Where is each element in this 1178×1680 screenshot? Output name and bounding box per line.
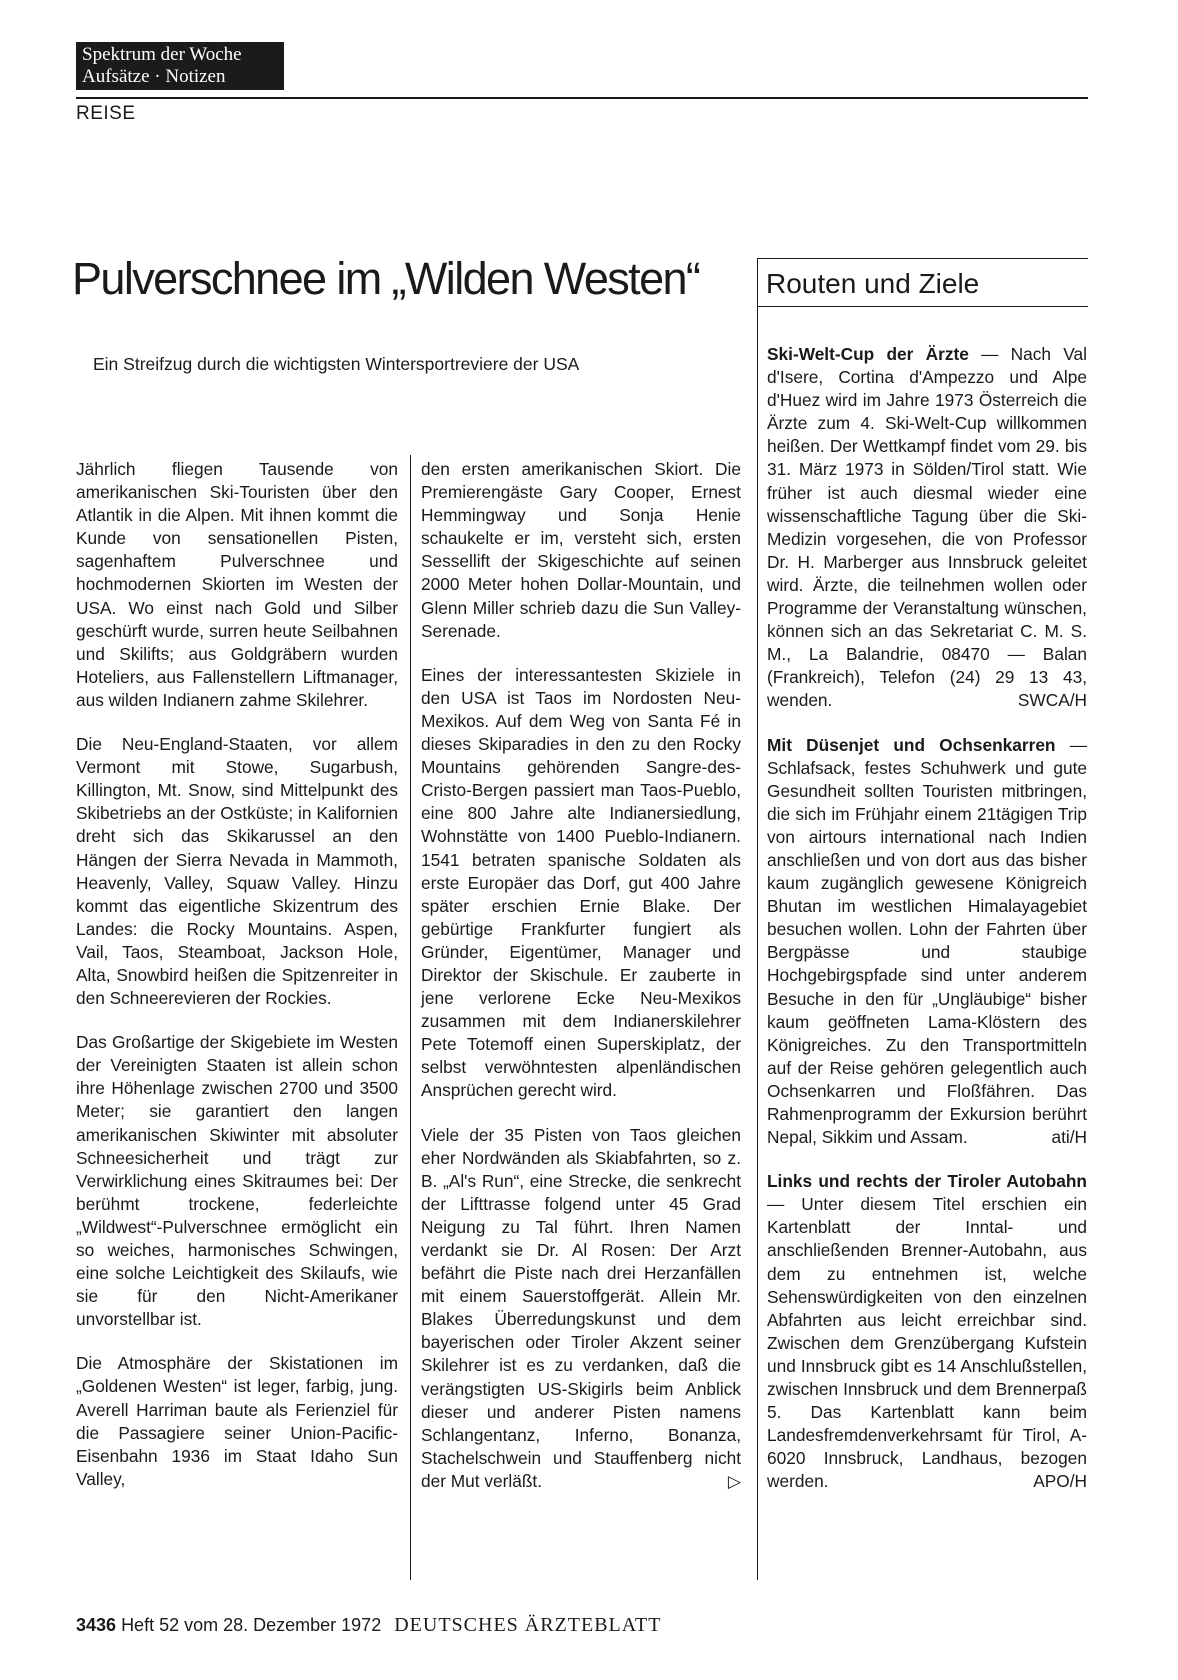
sidebar-item-text: — Schlafsack, festes Schuhwerk und gute Gesundheit sollten Touristen mitbringen, die sich im Frühjahr einem 21tägigen Trip von airtours international nach Indien anschließen und von dort aus das bisher kaum zugänglich gewesene Königreich Bhutan im westlichen Himalayagebiet besuchen wollen. Lohn der Fahrten über Bergpässe und staubige Hochgebirgspfade sind unter anderem Besuche in den für „Ungläubige“ bisher kaum geöffneten Lama-Klöstern des Königreiches. Zu den Transportmitteln auf der Reise gehören gelegentlich auch Ochsenkarren und Floßfähren. Das Rahmenprogramm der Exkursion berührt Nepal, Sikkim und Assam. bbox=[767, 734, 1088, 1148]
section-label: REISE bbox=[76, 103, 136, 124]
top-rule bbox=[76, 97, 1088, 99]
paragraph bbox=[421, 1124, 741, 1494]
paragraph: Die Atmosphäre der Skistationen im „Goldenen Westen“ ist leger, farbig, jung. Averell Harriman baute als Ferienziel für die Passagiere seiner Union-Pacific-Eisenbahn 1936 im Staat Idaho Sun Valley, bbox=[76, 1353, 398, 1489]
sidebar-rule-bottom bbox=[758, 306, 1088, 307]
sidebar-item-title: Ski-Welt-Cup der Ärzte bbox=[767, 344, 969, 364]
sidebar-item-title: Links und rechts der Tiroler Autobahn bbox=[767, 1171, 1087, 1192]
sidebar-item bbox=[767, 734, 1087, 1150]
sidebar-item-text: — Nach Val d'Isere, Cortina d'Ampezzo und Alpe d'Huez wird im Jahre 1973 Österreich die Ärzte zum 4. Ski-Welt-Cup willkommen heißen. Der Wettkampf findet vom 29. bis 31. März 1973 in Sölden/Tirol statt. Wie früher ist auch diesmal wieder eine wissenschaftliche Tagung über die Ski-Medizin vorgesehen, die von Professor Dr. H. Marberger aus Innsbruck geleitet wird. Ärzte, die teilnehmen wollen oder Programme der Veranstaltung wünschen, können sich an das Sekretariat C. M. S. M., La Balandrie, 08470 — Balan (Frankreich), Telefon (24) 29 13 43, wenden. bbox=[767, 344, 1087, 711]
paragraph: Das Großartige der Skigebiete im Westen der Vereinigten Staaten ist allein schon ihre Höhenlage zwischen 2700 und 3500 Meter; sie garantiert den langen amerikanischen Skiwinter mit absoluter Schneesicherheit und trägt zur Verwirklichung eines Skitraumes bei: Der berühmt trockene, federleichte „Wildwest“-Pulverschnee ermöglicht ein so weiches, harmonisches Schwingen, eine solche Leichtigkeit des Skilaufs, wie sie für den Nicht-Amerikaner unvorstellbar ist. bbox=[76, 1032, 398, 1330]
sidebar-item bbox=[767, 1170, 1087, 1493]
sidebar-item-title: Mit Düsenjet und Ochsenkarren bbox=[767, 734, 1056, 755]
paragraph: Eines der interessantesten Skiziele in den USA ist Taos im Nordosten Neu-Mexikos. Auf dem Weg von Santa Fé in dieses Skiparadies in den zu den Rocky Mountains gehörenden Sangre-des-Cristo-Bergen passiert man Taos-Pueblo, eine 800 Jahre alte Indianersiedlung, Wohnstätte von 1400 Pueblo-Indianern. 1541 betraten spanische Soldaten als erste Europäer das Dorf, gut 400 Jahre später erschien Ernie Blake. Der gebürtige Frankfurter fungiert als Gründer, Eigentümer, Manager und Direktor der Skischule. Er zauberte in jene verlorene Ecke Neu-Mexikos zusammen mit dem Indianerskilehrer Pete Totemoff einen Superskiplatz, der selbst verwöhntesten alpenländischen Ansprüchen gerecht wird. bbox=[421, 664, 741, 1101]
paragraph: Jährlich fliegen Tausende von amerikanischen Ski-Touristen über den Atlantik in die Alpen. Mit ihnen kommt die Kunde von sensationellen Pisten, sagenhaftem Pulverschnee und hochmodernen Skiorten im Westen der USA. Wo einst nach Gold und Silber geschürft wurde, surren heute Seilbahnen und Skilifts; aus Goldgräbern wurden Hoteliers, aus Fallenstellern Liftmanager, aus wilden Indianern zahme Skilehrer. bbox=[76, 459, 398, 710]
issue-info: Heft 52 vom 28. Dezember 1972 bbox=[121, 1615, 382, 1635]
article-column-1 bbox=[76, 458, 398, 1512]
page-footer bbox=[76, 1614, 661, 1637]
sidebar-item-signature: SWCA/H bbox=[1017, 690, 1087, 711]
article-subtitle: Ein Streifzug durch die wichtigsten Wintersportreviere der USA bbox=[93, 354, 580, 374]
sidebar-item-signature: ati/H bbox=[1051, 1127, 1087, 1148]
column-divider bbox=[757, 258, 758, 1580]
continue-arrow-icon: ▷ bbox=[727, 1471, 741, 1491]
masthead-line-1: Spektrum der Woche bbox=[82, 44, 242, 65]
sidebar-item bbox=[767, 343, 1087, 713]
article-column-2 bbox=[421, 458, 741, 1514]
paragraph: Die Neu-England-Staaten, vor allem Vermont mit Stowe, Sugarbush, Killington, Mt. Snow, sind Mittelpunkt des Skibetriebs an der Ostküste; in Kalifornien dreht sich das Skikarussel an den Hängen der Sierra Nevada in Mammoth, Heavenly, Valley, Squaw Valley. Hinzu kommt das eigentliche Skizentrum des Landes: die Rocky Mountains. Aspen, Vail, Taos, Steamboat, Jackson Hole, Alta, Snowbird heißen die Spitzenreiter in den Schneerevieren der Rockies. bbox=[76, 734, 398, 1009]
sidebar-heading: Routen und Ziele bbox=[766, 268, 980, 299]
masthead-box bbox=[76, 42, 284, 90]
journal-name: DEUTSCHES ÄRZTEBLATT bbox=[394, 1614, 662, 1636]
article-headline: Pulverschnee im „Wilden Westen“ bbox=[72, 253, 700, 304]
sidebar-rule-top bbox=[758, 258, 1088, 259]
sidebar-column bbox=[767, 343, 1087, 1515]
column-divider bbox=[410, 455, 411, 1580]
paragraph-text: Viele der 35 Pisten von Taos gleichen eher Nordwänden als Skiabfahrten, so z. B. „Al's Run“, eine Strecke, die senkrecht der Lifttrasse folgend unter 45 Grad Neigung zu Tal führt. Ihren Namen verdankt sie Dr. Al Rosen: Der Arzt befährt die Piste nach drei Herzanfällen mit einem Sauerstoffgerät. Allein Mr. Blakes Überredungskunst und dem bayerischen oder Tiroler Akzent seiner Skilehrer ist es zu verdanken, daß die verängstigten US-Skigirls beim Anblick dieser und anderer Pisten namens Schlangentanz, Inferno, Bonanza, Stachelschwein und Stauffenberg nicht der Mut verläßt. bbox=[421, 1124, 741, 1491]
sidebar-item-signature: APO/H bbox=[1033, 1471, 1087, 1492]
masthead-line-2: Aufsätze · Notizen bbox=[82, 66, 226, 87]
page-number: 3436 bbox=[76, 1615, 117, 1635]
sidebar-item-text: — Unter diesem Titel erschien ein Kartenblatt der Inntal- und anschließenden Brenner-Autobahn, aus dem zu entnehmen ist, welche Sehenswürdigkeiten von den einzelnen Abfahrten aus leicht erreichbar sind. Zwischen dem Grenzübergang Kufstein und Innsbruck gibt es 14 Anschlußstellen, zwischen Innsbruck und dem Brennerpaß 5. Das Kartenblatt kann beim Landesfremdenverkehrsamt für Tirol, A-6020 Innsbruck, Landhaus, bezogen werden. bbox=[767, 1194, 1087, 1492]
paragraph: den ersten amerikanischen Skiort. Die Premierengäste Gary Cooper, Ernest Hemmingway und Sonja Henie schaukelte er im, versteht sich, ersten Sessellift der Skigeschichte auf seinen 2000 Meter hohen Dollar-Mountain, und Glenn Miller schrieb dazu die Sun Valley-Serenade. bbox=[421, 459, 741, 641]
